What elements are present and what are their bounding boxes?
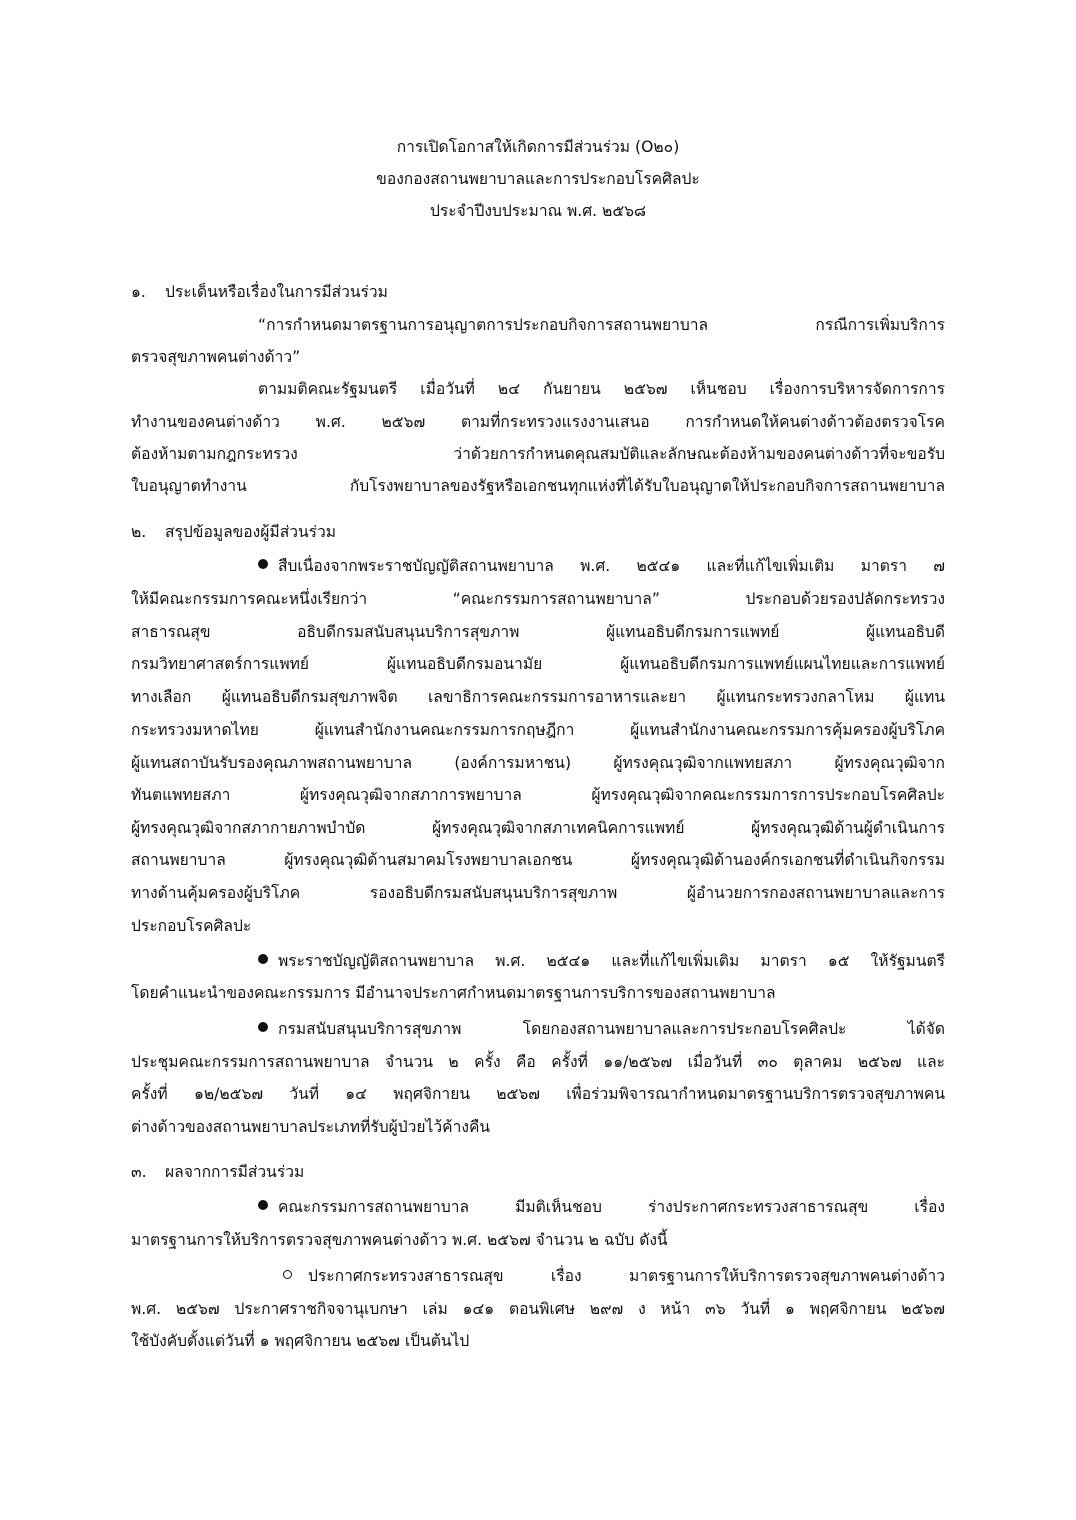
paragraph-line: “การกำหนดมาตรฐานการอนุญาตการประกอบกิจการสถานพยาบาล กรณีการเพิ่มบริการ <box>258 316 945 334</box>
paragraph-line: กระทรวงมหาดไทย ผู้แทนสำนักงานคณะกรรมการกฤษฎีกา ผู้แทนสำนักงานคณะกรรมการคุ้มครองผู้บริโภค <box>131 721 945 739</box>
paragraph-line: ทำงานของคนต่างด้าว พ.ศ. ๒๕๖๗ ตามที่กระทรวงแรงงานเสนอ การกำหนดให้คนต่างด้าวต้องตรวจโรค <box>131 413 945 431</box>
paragraph-line: กรมวิทยาศาสตร์การแพทย์ ผู้แทนอธิบดีกรมอนามัย ผู้แทนอธิบดีกรมการแพทย์แผนไทยและการแพทย์ <box>131 655 945 673</box>
bullet-text: กรมสนับสนุนบริการสุขภาพ โดยกองสถานพยาบาลและการประกอบโรคศิลปะ ได้จัด <box>278 1020 945 1038</box>
paragraph-line: โดยคำแนะนำของคณะกรรมการ มีอำนาจประกาศกำหนดมาตรฐานการบริการของสถานพยาบาล <box>131 984 776 1002</box>
paragraph-line: มาตรฐานการให้บริการตรวจสุขภาพคนต่างด้าว พ.ศ. ๒๕๖๗ จำนวน ๒ ฉบับ ดังนี้ <box>131 1231 668 1249</box>
paragraph-line: ทางเลือก ผู้แทนอธิบดีกรมสุขภาพจิต เลขาธิการคณะกรรมการอาหารและยา ผู้แทนกระทรวงกลาโหม ผู้แทน <box>131 688 945 706</box>
paragraph-line: ประชุมคณะกรรมการสถานพยาบาล จำนวน ๒ ครั้ง คือ ครั้งที่ ๑๑/๒๕๖๗ เมื่อวันที่ ๓๐ ตุลาคม ๒๕๖๗ และ <box>131 1053 945 1071</box>
bullet-text: สืบเนื่องจากพระราชบัญญัติสถานพยาบาล พ.ศ. ๒๕๔๑ และที่แก้ไขเพิ่มเติม มาตรา ๗ <box>278 557 945 575</box>
section-number: ๑. <box>131 283 146 301</box>
section-heading-text: สรุปข้อมูลของผู้มีส่วนร่วม <box>165 523 337 541</box>
section-number: ๒. <box>131 523 147 541</box>
paragraph-line: ต่างด้าวของสถานพยาบาลประเภทที่รับผู้ป่วยไว้ค้างคืน <box>131 1118 491 1136</box>
bullet-text: พระราชบัญญัติสถานพยาบาล พ.ศ. ๒๕๔๑ และที่แก้ไขเพิ่มเติม มาตรา ๑๕ ให้รัฐมนตรี <box>278 952 945 970</box>
bullet-line <box>258 550 945 582</box>
bullet-line <box>258 1191 945 1223</box>
paragraph-line: ตามมติคณะรัฐมนตรี เมื่อวันที่ ๒๔ กันยายน ๒๕๖๗ เห็นชอบ เรื่องการบริหารจัดการการ <box>258 380 945 398</box>
section-heading-text: ผลจากการมีส่วนร่วม <box>165 1163 305 1181</box>
section-2-heading <box>131 516 945 548</box>
paragraph-line: ตรวจสุขภาพคนต่างด้าว” <box>131 348 301 366</box>
paragraph-line: ทางด้านคุ้มครองผู้บริโภค รองอธิบดีกรมสนับสนุนบริการสุขภาพ ผู้อำนวยการกองสถานพยาบาลและการ <box>131 884 945 902</box>
section-3-heading <box>131 1156 945 1188</box>
bullet-icon <box>258 559 268 569</box>
section-heading-text: ประเด็นหรือเรื่องในการมีส่วนร่วม <box>165 283 388 301</box>
sub-bullet-line <box>283 1260 945 1292</box>
bullet-icon <box>258 1022 268 1032</box>
bullet-icon <box>258 1200 268 1210</box>
bullet-text: คณะกรรมการสถานพยาบาล มีมติเห็นชอบ ร่างประกาศกระทรวงสาธารณสุข เรื่อง <box>278 1198 945 1216</box>
title-line: ประจำปีงบประมาณ พ.ศ. ๒๕๖๘ <box>429 202 647 220</box>
paragraph-line: ใบอนุญาตทำงาน กับโรงพยาบาลของรัฐหรือเอกชนทุกแห่งที่ได้รับใบอนุญาตให้ประกอบกิจการสถานพยาบาล <box>131 477 945 495</box>
section-1-heading <box>131 276 945 308</box>
title-line: ของกองสถานพยาบาลและการประกอบโรคศิลปะ <box>376 170 700 188</box>
bullet-line <box>258 945 945 977</box>
paragraph-line: ต้องห้ามตามกฎกระทรวง ว่าด้วยการกำหนดคุณสมบัติและลักษณะต้องห้ามของคนต่างด้าวที่จะขอรับ <box>131 445 945 463</box>
section-number: ๓. <box>131 1163 147 1181</box>
paragraph-line: ประกอบโรคศิลปะ <box>131 917 252 935</box>
sub-bullet-text: ประกาศกระทรวงสาธารณสุข เรื่อง มาตรฐานการให้บริการตรวจสุขภาพคนต่างด้าว <box>308 1267 945 1285</box>
title-line: การเปิดโอกาสให้เกิดการมีส่วนร่วม (O๒๐) <box>396 138 680 156</box>
paragraph-line: พ.ศ. ๒๕๖๗ ประกาศราชกิจจานุเบกษา เล่ม ๑๔๑ ตอนพิเศษ ๒๙๗ ง หน้า ๓๖ วันที่ ๑ พฤศจิกายน ๒๕๖๗ <box>131 1300 945 1318</box>
paragraph-line: ทันตแพทยสภา ผู้ทรงคุณวุฒิจากสภาการพยาบาล ผู้ทรงคุณวุฒิจากคณะกรรมการการประกอบโรคศิลปะ <box>131 786 945 804</box>
paragraph-line: ผู้ทรงคุณวุฒิจากสภากายภาพบำบัด ผู้ทรงคุณวุฒิจากสภาเทคนิคการแพทย์ ผู้ทรงคุณวุฒิด้านผู้ดำเนินการ <box>131 819 945 837</box>
bullet-icon <box>258 954 268 964</box>
paragraph-line: ให้มีคณะกรรมการคณะหนึ่งเรียกว่า “คณะกรรมการสถานพยาบาล” ประกอบด้วยรองปลัดกระทรวง <box>131 590 945 608</box>
circle-bullet-icon <box>283 1270 292 1279</box>
document-title <box>0 131 1076 227</box>
paragraph-line: ผู้แทนสถาบันรับรองคุณภาพสถานพยาบาล (องค์การมหาชน) ผู้ทรงคุณวุฒิจากแพทยสภา ผู้ทรงคุณวุฒิจาก <box>131 754 945 772</box>
paragraph-line: ครั้งที่ ๑๒/๒๕๖๗ วันที่ ๑๔ พฤศจิกายน ๒๕๖๗ เพื่อร่วมพิจารณากำหนดมาตรฐานบริการตรวจสุขภาพคน <box>131 1085 945 1103</box>
paragraph-line: ใช้บังคับตั้งแต่วันที่ ๑ พฤศจิกายน ๒๕๖๗ เป็นต้นไป <box>131 1332 470 1350</box>
paragraph-line: สถานพยาบาล ผู้ทรงคุณวุฒิด้านสมาคมโรงพยาบาลเอกชน ผู้ทรงคุณวุฒิด้านองค์กรเอกชนที่ดำเนินกิจกรรม <box>131 851 945 869</box>
paragraph-line: สาธารณสุข อธิบดีกรมสนับสนุนบริการสุขภาพ ผู้แทนอธิบดีกรมการแพทย์ ผู้แทนอธิบดี <box>131 623 945 641</box>
bullet-line <box>258 1013 945 1045</box>
